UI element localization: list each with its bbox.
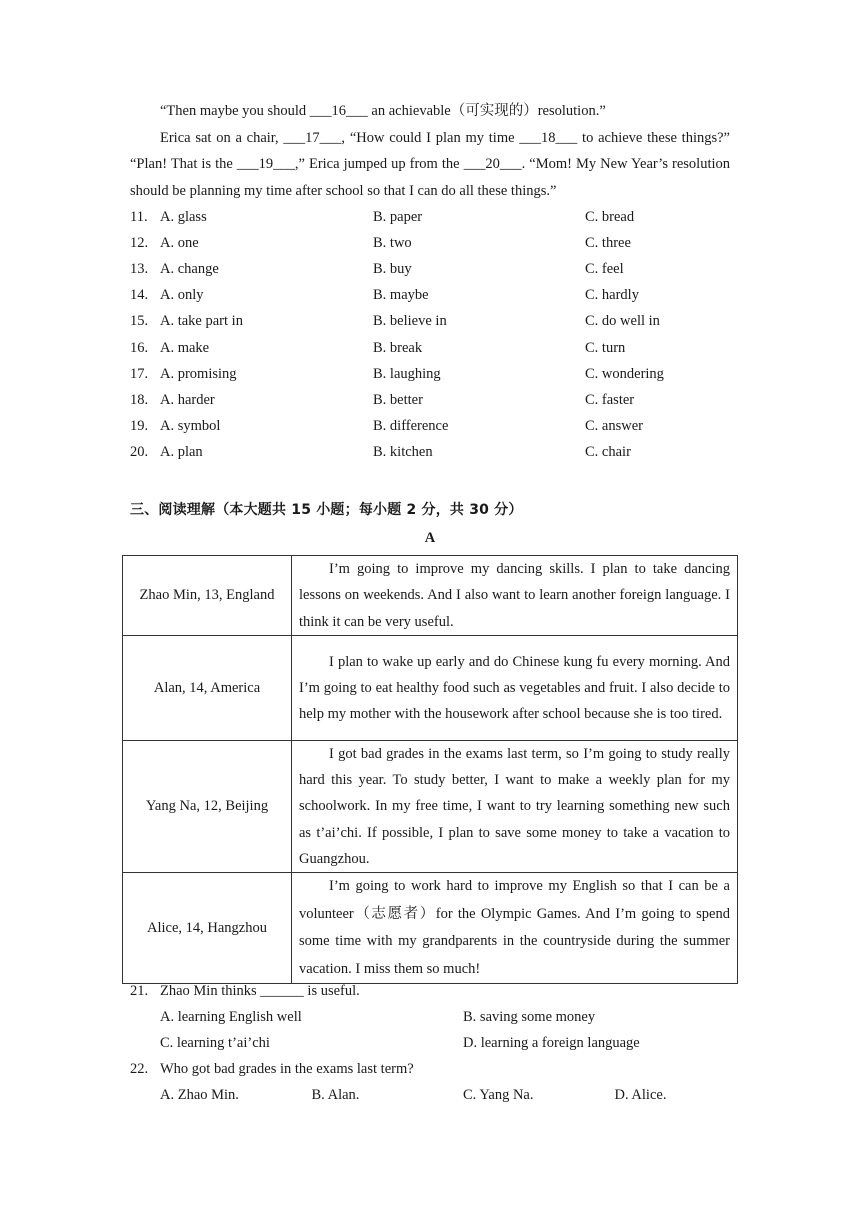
plan-text: I plan to wake up early and do Chinese kung fu every morning. And I’m going to eat healthy food such as vegetables and fruit. I also decide to help my mother with the housework after school because she is too tired. <box>299 653 730 723</box>
option-b: B. laughing <box>373 365 441 382</box>
option-a: A. change <box>160 260 219 277</box>
table-cell-plan <box>292 873 738 984</box>
option-number: 17. <box>130 365 149 382</box>
option-row <box>130 283 730 309</box>
option-b: B. buy <box>373 260 412 277</box>
answer-a: A. learning English well <box>160 1008 302 1025</box>
table-row <box>123 636 738 741</box>
option-b: B. two <box>373 234 412 251</box>
answer-c: C. learning t’ai’chi <box>160 1034 270 1051</box>
option-b: B. maybe <box>373 287 429 304</box>
table-cell-person: Zhao Min, 13, England <box>123 556 292 636</box>
option-a: A. harder <box>160 391 215 408</box>
table-row <box>123 556 738 636</box>
option-a: A. take part in <box>160 313 243 330</box>
answer-d: D. learning a foreign language <box>463 1034 640 1051</box>
option-row <box>130 414 730 440</box>
option-number: 16. <box>130 339 149 356</box>
option-number: 11. <box>130 208 148 225</box>
option-a: A. symbol <box>160 418 221 435</box>
resolutions-table <box>122 555 738 984</box>
answer-b: B. saving some money <box>463 1008 596 1025</box>
option-b: B. paper <box>373 208 423 225</box>
option-row <box>130 335 730 361</box>
option-number: 19. <box>130 418 149 435</box>
option-a: A. plan <box>160 444 203 461</box>
option-row <box>130 361 730 387</box>
option-row <box>130 256 730 282</box>
table-cell-plan <box>292 636 738 741</box>
option-b: B. difference <box>373 418 449 435</box>
cloze-line-16: “Then maybe you should ___16___ an achievable（可实现的）resolution.” <box>160 103 606 119</box>
cloze-passage <box>130 98 730 466</box>
question-stem: Who got bad grades in the exams last term? <box>160 1061 414 1078</box>
option-c: C. bread <box>585 208 635 225</box>
option-number: 18. <box>130 391 149 408</box>
option-a: A. promising <box>160 365 237 382</box>
option-b: B. kitchen <box>373 444 433 461</box>
option-c: C. chair <box>585 444 631 461</box>
option-row <box>130 387 730 413</box>
question-22 <box>130 1057 730 1083</box>
option-c: C. feel <box>585 260 624 277</box>
question-number: 21. <box>130 982 149 999</box>
table-row <box>123 873 738 984</box>
option-c: C. do well in <box>585 313 660 330</box>
answer-d: D. Alice. <box>614 1087 667 1104</box>
option-c: C. hardly <box>585 287 639 304</box>
option-number: 14. <box>130 287 149 304</box>
option-b: B. break <box>373 339 423 356</box>
option-c: C. turn <box>585 339 626 356</box>
table-cell-person: Yang Na, 12, Beijing <box>123 741 292 873</box>
option-row <box>130 440 730 466</box>
answer-row <box>130 1083 730 1109</box>
option-a: A. make <box>160 339 210 356</box>
answer-row <box>130 1030 730 1056</box>
option-number: 15. <box>130 313 149 330</box>
option-c: C. wondering <box>585 365 664 382</box>
table-row <box>123 741 738 873</box>
table-cell-person: Alan, 14, America <box>123 636 292 741</box>
option-a: A. one <box>160 234 199 251</box>
option-number: 20. <box>130 444 149 461</box>
plan-text: I’m going to work hard to improve my English so that I can be a volunteer（志愿者）for the Olympic Games. And I’m going to spend some time with my grandparents in the countryside during the summer vacation. I miss them so much! <box>299 878 730 977</box>
option-c: C. faster <box>585 391 635 408</box>
option-row <box>130 309 730 335</box>
option-c: C. three <box>585 234 631 251</box>
option-a: A. glass <box>160 208 207 225</box>
answer-b: B. Alan. <box>311 1087 360 1104</box>
plan-text: I got bad grades in the exams last term, so I’m going to study really hard this year. To study better, I want to make a weekly plan for my schoolwork. In my free time, I want to try learning something new such as t’ai’chi. If possible, I plan to save some money to take a vacation to Guangzhou. <box>299 746 730 867</box>
answer-c: C. Yang Na. <box>463 1087 534 1104</box>
passage-label: A <box>424 530 436 546</box>
table-cell-plan <box>292 741 738 873</box>
option-b: B. believe in <box>373 313 447 330</box>
option-row <box>130 230 730 256</box>
section-title: 三、阅读理解（本大题共 15 小题；每小题 2 分，共 30 分） <box>130 502 523 518</box>
answer-row <box>130 1004 730 1030</box>
question-number: 22. <box>130 1061 149 1078</box>
question-21 <box>130 978 730 1004</box>
answer-a: A. Zhao Min. <box>160 1087 239 1104</box>
cloze-paragraph-17-20: Erica sat on a chair, ___17___, “How could I plan my time ___18___ to achieve these things?” “Plan! That is the ___19___,” Erica jumped up from the ___20___. “Mom! My New Year’s resolution should be planning my time after school so that I can do all these things.” <box>130 129 730 199</box>
question-stem: Zhao Min thinks ______ is useful. <box>160 982 360 999</box>
option-number: 13. <box>130 260 149 277</box>
option-a: A. only <box>160 287 204 304</box>
option-row <box>130 204 730 230</box>
option-number: 12. <box>130 234 149 251</box>
option-b: B. better <box>373 391 423 408</box>
table-cell-person: Alice, 14, Hangzhou <box>123 873 292 984</box>
reading-questions <box>130 978 730 1109</box>
table-cell-plan <box>292 556 738 636</box>
cloze-options <box>130 204 730 466</box>
plan-text: I’m going to improve my dancing skills. I plan to take dancing lessons on weekends. And I also want to learn another foreign language. I think it can be very useful. <box>299 561 730 630</box>
option-c: C. answer <box>585 418 643 435</box>
